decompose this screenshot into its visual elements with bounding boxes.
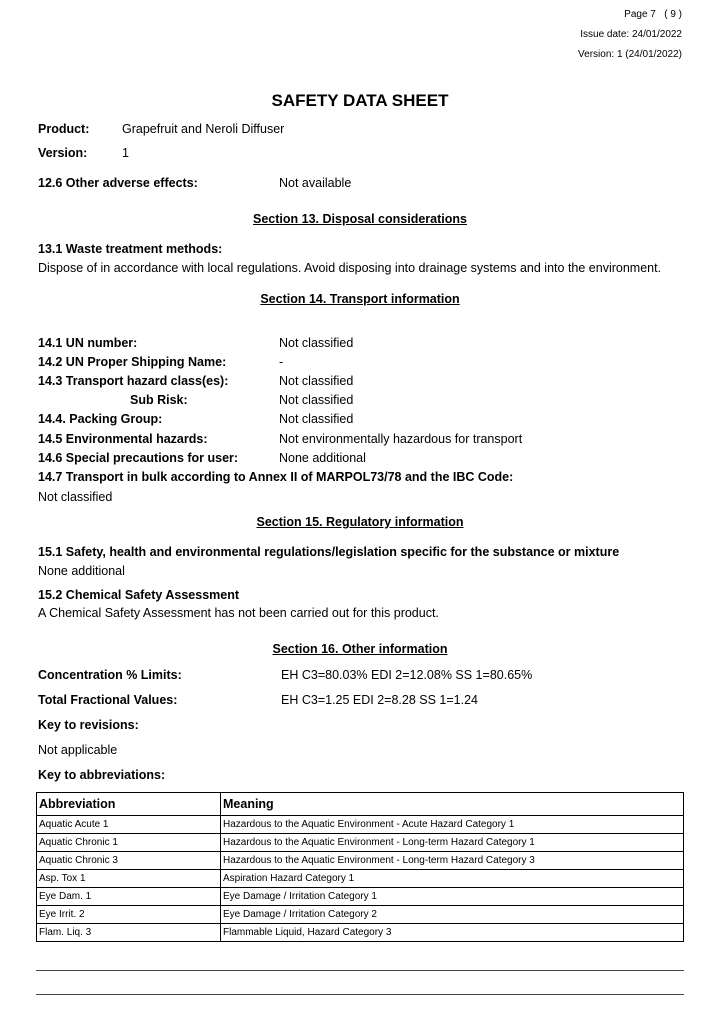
- abbreviation-cell: Aquatic Acute 1: [37, 816, 221, 834]
- abbreviation-cell: Aquatic Chronic 3: [37, 852, 221, 870]
- concentration-limits-label: Concentration % Limits:: [38, 668, 182, 682]
- key-to-revisions-value: Not applicable: [38, 743, 118, 757]
- page-number: [624, 9, 682, 20]
- page-total-text: ( 9 ): [664, 9, 682, 20]
- waste-treatment-text: Dispose of in accordance with local regulations. Avoid disposing into drainage systems and into the environment.: [38, 261, 662, 275]
- section-16-heading: Section 16. Other information: [272, 642, 448, 656]
- transport-in-bulk-value: Not classified: [38, 490, 113, 504]
- chemical-safety-assessment-label: 15.2 Chemical Safety Assessment: [38, 588, 240, 602]
- meaning-cell: Hazardous to the Aquatic Environment - Long-term Hazard Category 1: [221, 834, 684, 852]
- hazard-class-label: 14.3 Transport hazard class(es):: [38, 374, 229, 388]
- sub-risk-value: Not classified: [279, 393, 354, 407]
- table-row: [37, 870, 684, 888]
- meaning-cell: Aspiration Hazard Category 1: [221, 870, 684, 888]
- hazard-class-value: Not classified: [279, 374, 354, 388]
- footer-divider-bottom: [36, 994, 684, 995]
- sub-risk-label: Sub Risk:: [130, 393, 188, 407]
- section-15-heading: Section 15. Regulatory information: [256, 515, 464, 529]
- packing-group-value: Not classified: [279, 412, 354, 426]
- shipping-name-value: -: [279, 355, 284, 369]
- section-13-heading: Section 13. Disposal considerations: [253, 212, 467, 226]
- table-row: [37, 834, 684, 852]
- table-row: [37, 906, 684, 924]
- meaning-cell: Hazardous to the Aquatic Environment - Long-term Hazard Category 3: [221, 852, 684, 870]
- footer-divider-top: [36, 970, 684, 971]
- un-number-value: Not classified: [279, 336, 354, 350]
- waste-treatment-label: 13.1 Waste treatment methods:: [38, 242, 223, 256]
- table-row: [37, 816, 684, 834]
- environmental-hazards-value: Not environmentally hazardous for transport: [279, 432, 523, 446]
- abbreviation-cell: Aquatic Chronic 1: [37, 834, 221, 852]
- table-row: [37, 852, 684, 870]
- meaning-cell: Flammable Liquid, Hazard Category 3: [221, 924, 684, 942]
- column-header-meaning: Meaning: [221, 793, 684, 816]
- environmental-hazards-label: 14.5 Environmental hazards:: [38, 432, 208, 446]
- total-fractional-values-label: Total Fractional Values:: [38, 693, 178, 707]
- abbreviations-table: [36, 792, 684, 942]
- page-number-text: Page 7: [624, 9, 656, 20]
- regulations-text: None additional: [38, 564, 125, 578]
- table-row: [37, 888, 684, 906]
- table-row: [37, 924, 684, 942]
- chemical-safety-assessment-text: A Chemical Safety Assessment has not been carried out for this product.: [38, 606, 439, 620]
- packing-group-label: 14.4. Packing Group:: [38, 412, 163, 426]
- table-header-row: [37, 793, 684, 816]
- version-value: 1: [122, 146, 129, 160]
- key-to-revisions-label: Key to revisions:: [38, 718, 139, 732]
- un-number-label: 14.1 UN number:: [38, 336, 138, 350]
- abbreviation-cell: Eye Irrit. 2: [37, 906, 221, 924]
- product-value: Grapefruit and Neroli Diffuser: [122, 122, 285, 136]
- document-title: SAFETY DATA SHEET: [271, 91, 449, 110]
- key-to-abbreviations-label: Key to abbreviations:: [38, 768, 166, 782]
- meaning-cell: Eye Damage / Irritation Category 2: [221, 906, 684, 924]
- product-label: Product:: [38, 122, 90, 136]
- issue-date: Issue date: 24/01/2022: [580, 29, 682, 40]
- version-date: Version: 1 (24/01/2022): [578, 49, 682, 60]
- abbreviation-cell: Flam. Liq. 3: [37, 924, 221, 942]
- special-precautions-label: 14.6 Special precautions for user:: [38, 451, 239, 465]
- abbreviation-cell: Asp. Tox 1: [37, 870, 221, 888]
- concentration-limits-value: EH C3=80.03% EDI 2=12.08% SS 1=80.65%: [281, 668, 533, 682]
- special-precautions-value: None additional: [279, 451, 366, 465]
- total-fractional-values-value: EH C3=1.25 EDI 2=8.28 SS 1=1.24: [281, 693, 479, 707]
- meaning-cell: Eye Damage / Irritation Category 1: [221, 888, 684, 906]
- other-adverse-effects-label: 12.6 Other adverse effects:: [38, 176, 198, 190]
- regulations-label: 15.1 Safety, health and environmental regulations/legislation specific for the substance or mixture: [38, 545, 620, 559]
- column-header-abbreviation: Abbreviation: [37, 793, 221, 816]
- shipping-name-label: 14.2 UN Proper Shipping Name:: [38, 355, 227, 369]
- meaning-cell: Hazardous to the Aquatic Environment - Acute Hazard Category 1: [221, 816, 684, 834]
- abbreviation-cell: Eye Dam. 1: [37, 888, 221, 906]
- section-14-heading: Section 14. Transport information: [260, 292, 460, 306]
- version-label: Version:: [38, 146, 88, 160]
- transport-in-bulk-label: 14.7 Transport in bulk according to Annex II of MARPOL73/78 and the IBC Code:: [38, 470, 514, 484]
- other-adverse-effects-value: Not available: [279, 176, 352, 190]
